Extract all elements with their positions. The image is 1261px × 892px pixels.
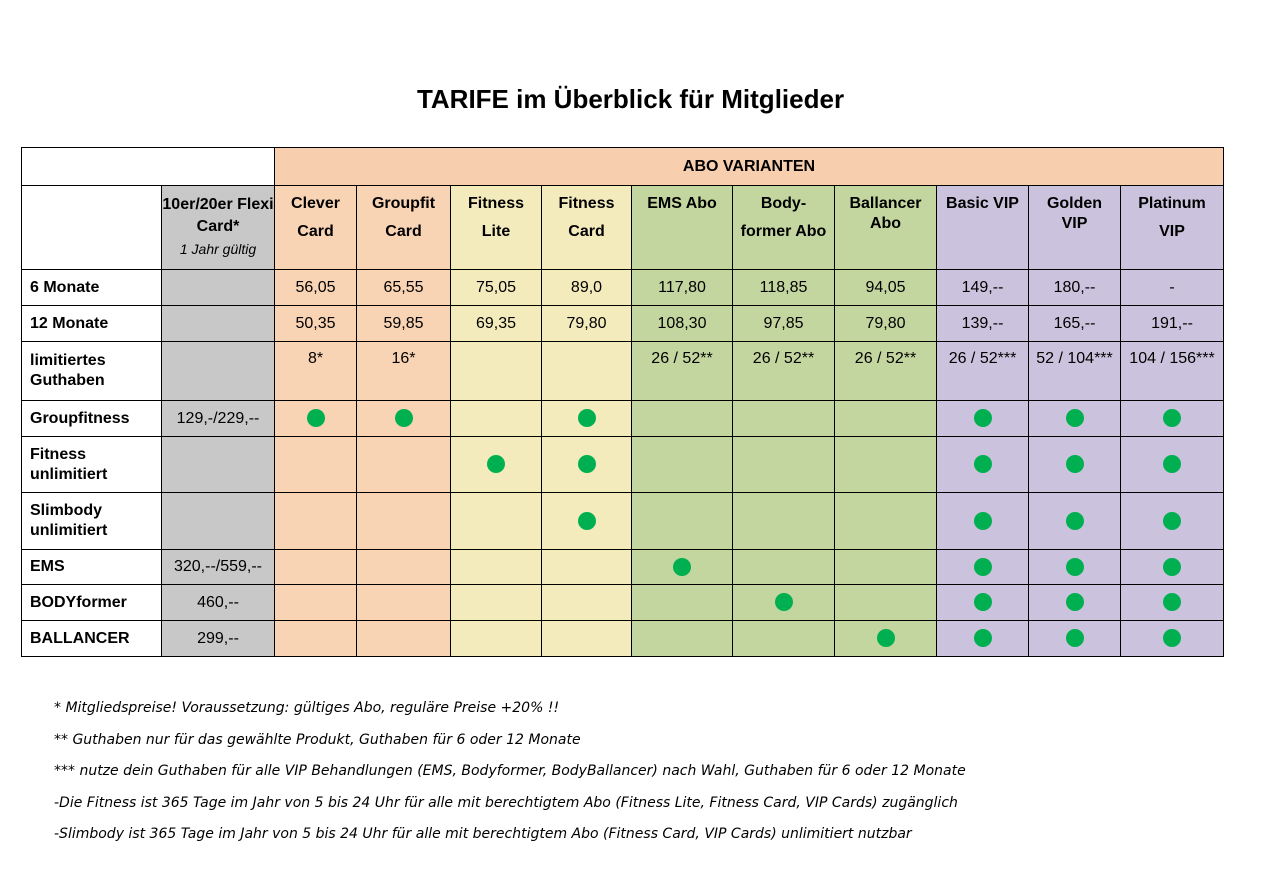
included-dot-icon xyxy=(974,409,992,427)
included-dot-icon xyxy=(1163,455,1181,473)
flexi-price xyxy=(162,306,275,342)
feature-cell xyxy=(1029,621,1121,657)
feature-cell xyxy=(632,437,733,493)
corner-cell xyxy=(22,186,162,270)
price-cell: 79,80 xyxy=(835,306,937,342)
price-cell: 50,35 xyxy=(275,306,357,342)
price-cell: - xyxy=(1121,270,1224,306)
table-row xyxy=(22,306,1224,342)
column-header: Fitness Lite xyxy=(451,186,542,270)
row-label: 6 Monate xyxy=(22,270,162,306)
price-cell: 69,35 xyxy=(451,306,542,342)
flexi-price xyxy=(162,493,275,550)
feature-cell xyxy=(632,493,733,550)
column-header: Clever Card xyxy=(275,186,357,270)
included-dot-icon xyxy=(578,455,596,473)
price-cell: 26 / 52** xyxy=(835,342,937,401)
feature-cell xyxy=(937,550,1029,585)
row-label: BODYformer xyxy=(22,585,162,621)
feature-cell xyxy=(1121,550,1224,585)
column-header: Fitness Card xyxy=(542,186,632,270)
included-dot-icon xyxy=(1066,409,1084,427)
included-dot-icon xyxy=(1163,409,1181,427)
included-dot-icon xyxy=(974,629,992,647)
feature-cell xyxy=(451,401,542,437)
feature-cell xyxy=(1029,437,1121,493)
price-cell: 26 / 52*** xyxy=(937,342,1029,401)
feature-cell xyxy=(835,550,937,585)
included-dot-icon xyxy=(775,593,793,611)
feature-cell xyxy=(733,585,835,621)
flexi-card-title: 10er/20er Flexi Card* xyxy=(162,196,274,235)
price-cell: 94,05 xyxy=(835,270,937,306)
price-cell xyxy=(451,342,542,401)
feature-cell xyxy=(937,621,1029,657)
feature-cell xyxy=(275,437,357,493)
included-dot-icon xyxy=(1066,455,1084,473)
feature-cell xyxy=(451,585,542,621)
feature-cell xyxy=(1029,550,1121,585)
feature-cell xyxy=(1121,585,1224,621)
column-header: Body-former Abo xyxy=(733,186,835,270)
feature-cell xyxy=(937,585,1029,621)
price-cell: 97,85 xyxy=(733,306,835,342)
table-row xyxy=(22,585,1224,621)
feature-cell xyxy=(275,550,357,585)
footnotes xyxy=(54,697,966,855)
feature-cell xyxy=(357,585,451,621)
feature-cell xyxy=(632,585,733,621)
included-dot-icon xyxy=(1066,593,1084,611)
feature-cell xyxy=(733,621,835,657)
feature-cell xyxy=(542,621,632,657)
page-title: TARIFE im Überblick für Mitglieder xyxy=(416,84,845,114)
included-dot-icon xyxy=(974,593,992,611)
included-dot-icon xyxy=(1163,558,1181,576)
feature-cell xyxy=(835,401,937,437)
included-dot-icon xyxy=(578,512,596,530)
included-dot-icon xyxy=(307,409,325,427)
feature-cell xyxy=(357,437,451,493)
feature-cell xyxy=(835,437,937,493)
feature-cell xyxy=(451,437,542,493)
feature-cell xyxy=(451,550,542,585)
corner-cell xyxy=(22,148,275,186)
feature-cell xyxy=(357,493,451,550)
included-dot-icon xyxy=(877,629,895,647)
table-row xyxy=(22,621,1224,657)
feature-cell xyxy=(542,550,632,585)
price-cell: 104 / 156*** xyxy=(1121,342,1224,401)
included-dot-icon xyxy=(673,558,691,576)
price-cell: 52 / 104*** xyxy=(1029,342,1121,401)
column-header: EMS Abo xyxy=(632,186,733,270)
feature-cell xyxy=(357,401,451,437)
abo-varianten-header: ABO VARIANTEN xyxy=(275,148,1224,186)
footnote: *** nutze dein Guthaben für alle VIP Behandlungen (EMS, Bodyformer, BodyBallancer) nach Wahl, Guthaben für 6 oder 12 Monate xyxy=(54,763,966,779)
feature-cell xyxy=(632,401,733,437)
flexi-price: 320,--/559,-- xyxy=(162,550,275,585)
column-header: Platinum VIP xyxy=(1121,186,1224,270)
row-label: Fitness unlimitiert xyxy=(22,437,162,493)
table-row xyxy=(22,493,1224,550)
row-label: Slimbody unlimitiert xyxy=(22,493,162,550)
price-cell: 79,80 xyxy=(542,306,632,342)
feature-cell xyxy=(1121,493,1224,550)
flexi-price xyxy=(162,437,275,493)
included-dot-icon xyxy=(1066,558,1084,576)
feature-cell xyxy=(1121,621,1224,657)
feature-cell xyxy=(835,621,937,657)
price-cell: 118,85 xyxy=(733,270,835,306)
feature-cell xyxy=(937,493,1029,550)
included-dot-icon xyxy=(395,409,413,427)
flexi-card-validity: 1 Jahr gültig xyxy=(179,241,257,257)
column-header: Groupfit Card xyxy=(357,186,451,270)
price-cell: 108,30 xyxy=(632,306,733,342)
feature-cell xyxy=(835,585,937,621)
row-label: Groupfitness xyxy=(22,401,162,437)
feature-cell xyxy=(632,550,733,585)
table-row xyxy=(22,401,1224,437)
feature-cell xyxy=(275,493,357,550)
table-row xyxy=(22,437,1224,493)
price-cell: 16* xyxy=(357,342,451,401)
price-cell: 59,85 xyxy=(357,306,451,342)
tariff-table xyxy=(21,147,1224,657)
price-cell: 139,-- xyxy=(937,306,1029,342)
row-label: EMS xyxy=(22,550,162,585)
footnote: ** Guthaben nur für das gewählte Produkt, Guthaben für 6 oder 12 Monate xyxy=(54,731,581,748)
feature-cell xyxy=(451,621,542,657)
flexi-price: 299,-- xyxy=(162,621,275,657)
feature-cell xyxy=(357,550,451,585)
feature-cell xyxy=(1029,493,1121,550)
price-cell: 89,0 xyxy=(542,270,632,306)
feature-cell xyxy=(733,401,835,437)
feature-cell xyxy=(357,621,451,657)
feature-cell xyxy=(275,621,357,657)
footnote: * Mitgliedspreise! Voraussetzung: gültiges Abo, reguläre Preise +20% !! xyxy=(54,700,560,716)
flexi-price: 460,-- xyxy=(162,585,275,621)
price-cell: 56,05 xyxy=(275,270,357,306)
feature-cell xyxy=(937,401,1029,437)
feature-cell xyxy=(542,493,632,550)
row-label: limitiertes Guthaben xyxy=(22,342,162,401)
flexi-price xyxy=(162,342,275,401)
feature-cell xyxy=(1121,437,1224,493)
feature-cell xyxy=(733,550,835,585)
column-header: Basic VIP xyxy=(937,186,1029,270)
feature-cell xyxy=(1121,401,1224,437)
feature-cell xyxy=(733,493,835,550)
footnote: -Die Fitness ist 365 Tage im Jahr von 5 bis 24 Uhr für alle mit berechtigtem Abo (Fitness Lite, Fitness Card, VIP Cards) zugänglich xyxy=(54,794,958,811)
included-dot-icon xyxy=(974,558,992,576)
feature-cell xyxy=(542,585,632,621)
feature-cell xyxy=(1029,585,1121,621)
feature-cell xyxy=(451,493,542,550)
included-dot-icon xyxy=(578,409,596,427)
included-dot-icon xyxy=(487,455,505,473)
feature-cell xyxy=(275,585,357,621)
flexi-price: 129,-/229,-- xyxy=(162,401,275,437)
price-cell: 26 / 52** xyxy=(733,342,835,401)
included-dot-icon xyxy=(974,455,992,473)
table-row xyxy=(22,270,1224,306)
feature-cell xyxy=(835,493,937,550)
feature-cell xyxy=(542,401,632,437)
price-cell: 117,80 xyxy=(632,270,733,306)
included-dot-icon xyxy=(1066,629,1084,647)
row-label: BALLANCER xyxy=(22,621,162,657)
price-cell: 26 / 52** xyxy=(632,342,733,401)
included-dot-icon xyxy=(1163,593,1181,611)
included-dot-icon xyxy=(1163,512,1181,530)
price-cell: 65,55 xyxy=(357,270,451,306)
included-dot-icon xyxy=(1066,512,1084,530)
feature-cell xyxy=(937,437,1029,493)
row-label: 12 Monate xyxy=(22,306,162,342)
column-header: Golden VIP xyxy=(1029,186,1121,270)
column-header: Ballancer Abo xyxy=(835,186,937,270)
price-cell: 191,-- xyxy=(1121,306,1224,342)
included-dot-icon xyxy=(1163,629,1181,647)
table-row xyxy=(22,342,1224,401)
feature-cell xyxy=(542,437,632,493)
flexi-price xyxy=(162,270,275,306)
included-dot-icon xyxy=(974,512,992,530)
price-cell: 75,05 xyxy=(451,270,542,306)
feature-cell xyxy=(1029,401,1121,437)
feature-cell xyxy=(275,401,357,437)
feature-cell xyxy=(632,621,733,657)
footnote: -Slimbody ist 365 Tage im Jahr von 5 bis 24 Uhr für alle mit berechtigtem Abo (Fitness Card, VIP Cards) unlimitiert nutzbar xyxy=(54,826,912,842)
price-cell xyxy=(542,342,632,401)
table-row xyxy=(22,550,1224,585)
price-cell: 165,-- xyxy=(1029,306,1121,342)
feature-cell xyxy=(733,437,835,493)
price-cell: 180,-- xyxy=(1029,270,1121,306)
price-cell: 8* xyxy=(275,342,357,401)
price-cell: 149,-- xyxy=(937,270,1029,306)
flexi-card-header xyxy=(162,186,275,270)
